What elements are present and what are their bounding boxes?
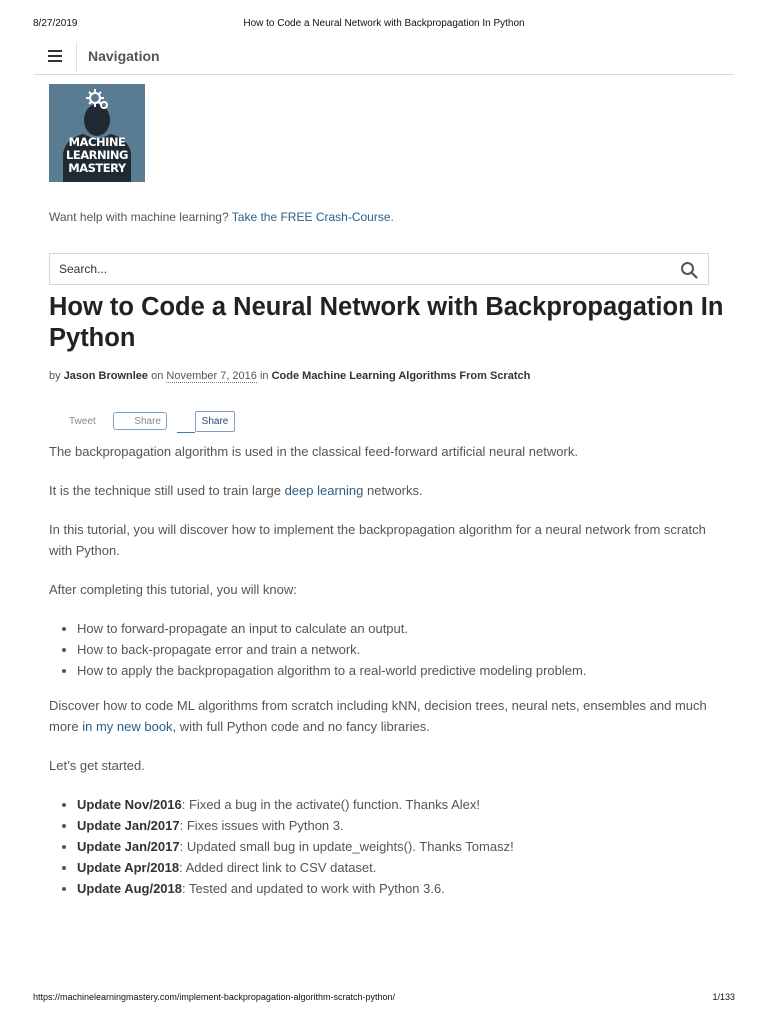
paragraph-text: networks. [363,483,423,498]
article-title: How to Code a Neural Network with Backpropagation In Python [49,293,724,352]
navbar [34,40,734,75]
update-text: : Added direct link to CSV dataset. [179,860,377,875]
logo-line: MASTERY [68,161,126,175]
publish-date: November 7, 2016 [166,370,257,382]
share-underline [177,432,195,433]
logo-line: MACHINE [68,135,126,149]
list-item: • How to forward-propagate an input to calculate an output. [77,618,729,639]
navigation-label[interactable]: Navigation [88,48,160,64]
article-body [49,441,729,913]
search-icon[interactable] [680,261,698,279]
promo-text: Want help with machine learning? [49,210,232,224]
update-label: Update Aug/2018 [77,881,182,896]
print-title: How to Code a Neural Network with Backpropagation In Python [243,18,525,29]
share-buttons [49,411,349,433]
book-link[interactable]: in my new book [82,719,173,734]
author-link[interactable]: Jason Brownlee [63,370,149,382]
print-date: 8/27/2019 [33,18,78,29]
byline-in: in [256,370,272,382]
update-item [77,794,729,815]
logo-line: LEARNING [66,148,128,162]
paragraph [49,480,729,501]
paragraph: After completing this tutorial, you will know: [49,582,297,597]
update-text: : Tested and updated to work with Python 3.6. [182,881,445,896]
byline-by: by [49,370,64,382]
paragraph: The backpropagation algorithm is used in the classical feed-forward artificial neural network. [49,444,578,459]
update-label: Update Apr/2018 [77,860,180,875]
learning-outcomes-list [49,618,729,681]
logo-text [49,136,145,175]
update-text: : Updated small bug in update_weights(). Thanks Tomasz! [179,839,514,854]
update-label: Update Jan/2017 [77,839,180,854]
paragraph-text: Discover how to code ML algorithms from scratch including kNN, decision trees, neural nets, ensembles and much more [49,698,707,734]
update-item [77,857,729,878]
byline [49,370,530,382]
update-item [77,878,729,899]
linkedin-share-button[interactable]: Share [195,411,235,432]
crash-course-promo [49,210,394,224]
print-footer [33,992,735,1006]
list-item: • How to back-propagate error and train a network. [77,639,729,660]
search-box [49,253,709,285]
update-text: : Fixes issues with Python 3. [179,818,344,833]
update-item [77,815,729,836]
deep-learning-link[interactable]: deep learning [284,483,364,498]
page-number: 1/133 [712,992,735,1002]
nav-divider [76,42,77,72]
page-url: https://machinelearningmastery.com/implement-backpropagation-algorithm-scratch-python/ [33,992,395,1002]
category-link[interactable]: Code Machine Learning Algorithms From Scratch [271,370,531,382]
share-button[interactable]: Share [113,412,167,430]
hamburger-icon[interactable] [48,50,62,62]
paragraph [49,695,729,737]
paragraph: In this tutorial, you will discover how to implement the backpropagation algorithm for a neural network from scratch with Python. [49,522,706,558]
update-label: Update Nov/2016 [77,797,182,812]
updates-list [49,794,729,899]
search-input[interactable] [50,254,659,284]
paragraph-text: , with full Python code and no fancy libraries. [172,719,430,734]
update-item [77,836,729,857]
tweet-button[interactable]: Tweet [69,416,96,427]
byline-on: on [148,370,167,382]
print-header [33,18,735,32]
site-logo[interactable] [49,84,145,182]
paragraph-text: It is the technique still used to train large [49,483,285,498]
update-text: : Fixed a bug in the activate() function. Thanks Alex! [181,797,480,812]
list-item: • How to apply the backpropagation algorithm to a real-world predictive modeling problem. [77,660,729,681]
paragraph: Let’s get started. [49,758,145,773]
update-label: Update Jan/2017 [77,818,180,833]
crash-course-link[interactable]: Take the FREE Crash-Course. [231,210,394,224]
